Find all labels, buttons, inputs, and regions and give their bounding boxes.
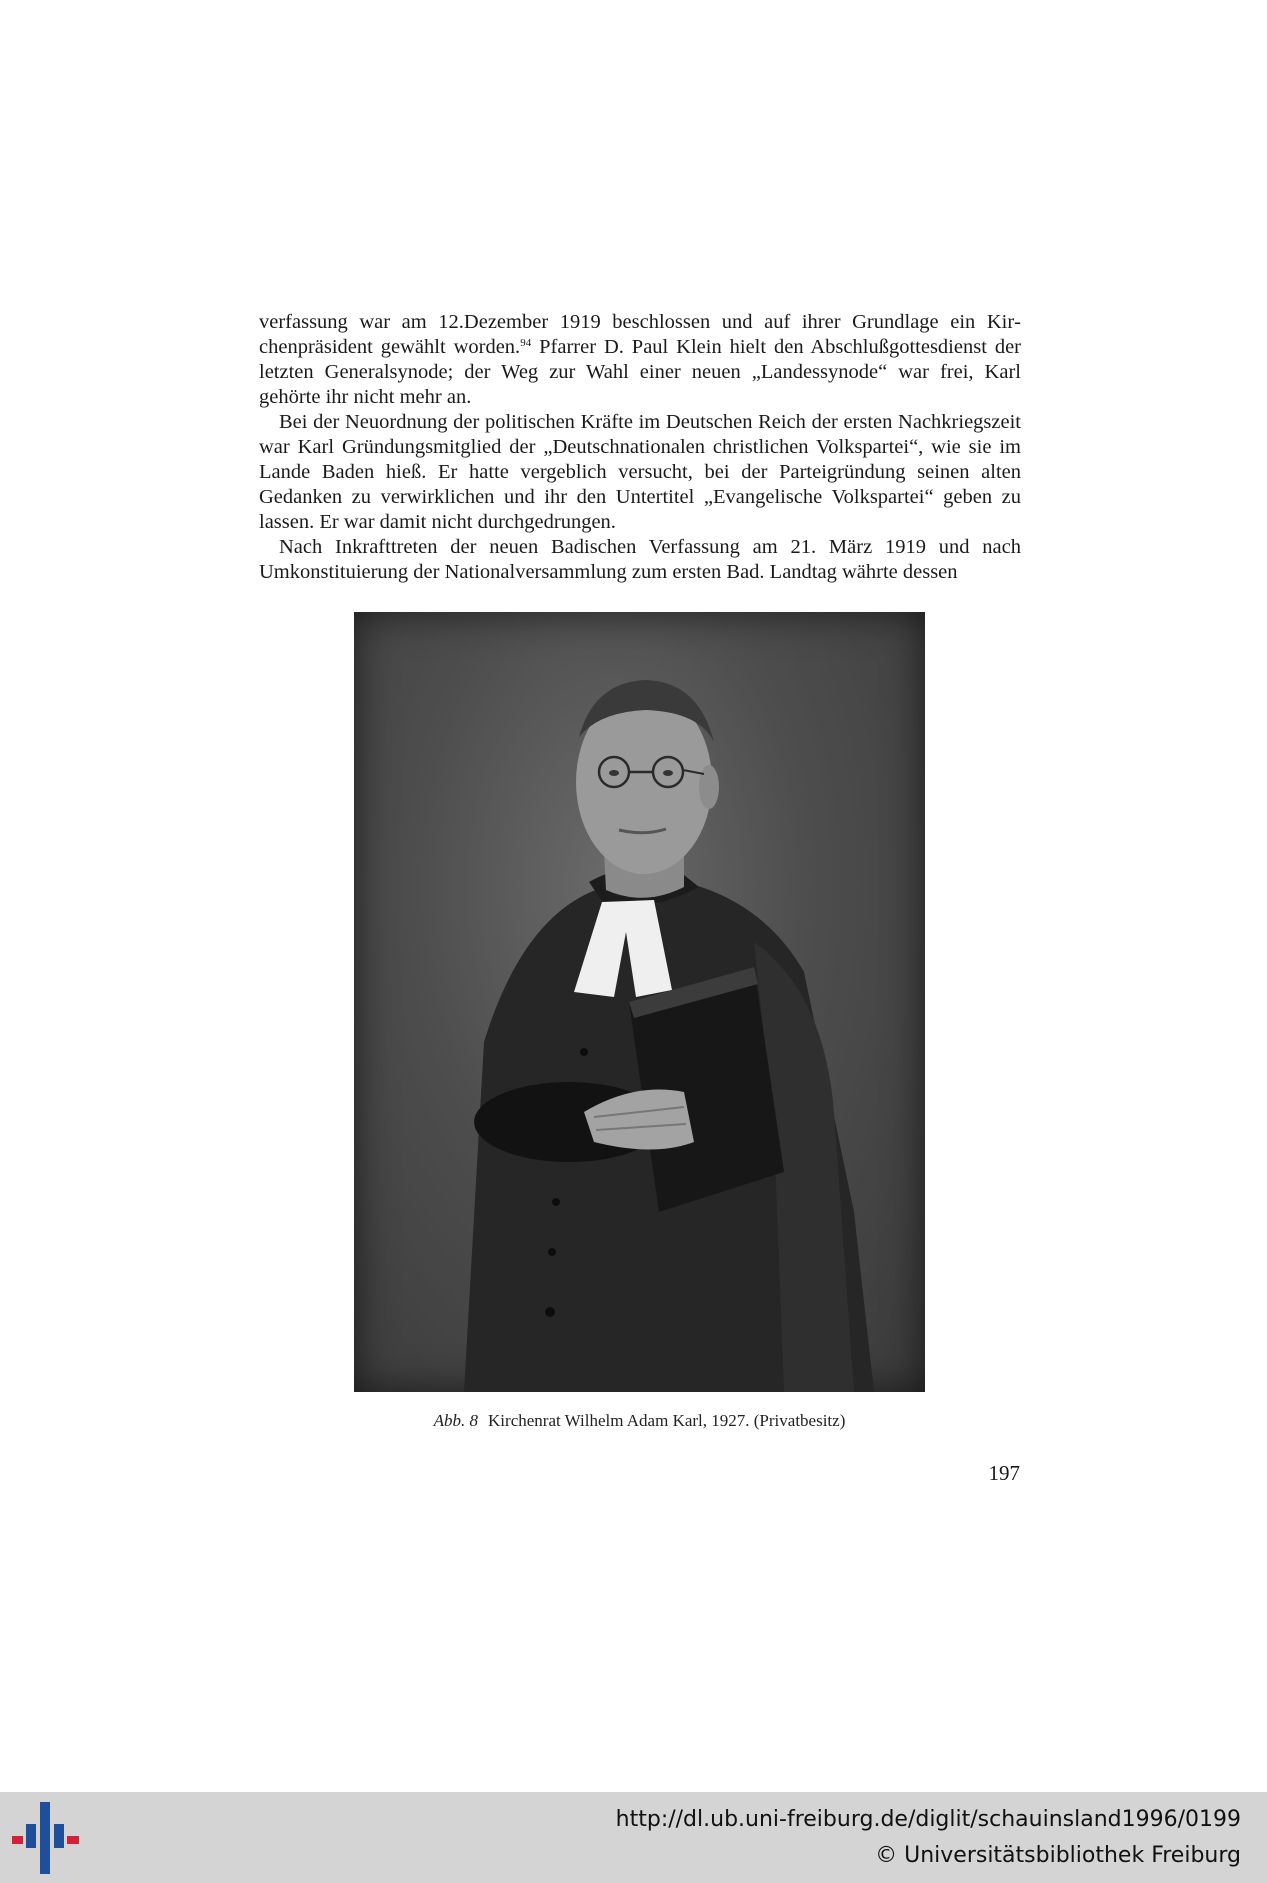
ub-freiburg-logo-icon [12, 1802, 82, 1874]
figure-caption [354, 1410, 925, 1432]
footer-bar [0, 1792, 1267, 1883]
footnote-marker[interactable]: 94 [520, 337, 532, 349]
footer-copyright: © Universitätsbibliothek Freiburg [875, 1843, 1241, 1868]
body-text [259, 310, 1021, 585]
figure-caption-text: Kirchenrat Wilhelm Adam Karl, 1927. (Privatbesitz) [488, 1411, 846, 1430]
paragraph-1-part-1: verfassung war am 12.Dezember 1919 beschlossen und auf ihrer Grundlage ein Kirchenpräsident gewählt worden. [259, 311, 1021, 358]
portrait-photo [354, 612, 925, 1392]
figure-label: Abb. 8 [433, 1411, 479, 1430]
footer-url-link[interactable]: http://dl.ub.uni-freiburg.de/diglit/schauinsland1996/0199 [615, 1807, 1241, 1832]
paragraph-1-part-2: Pfarrer D. Paul Klein hielt den Abschlußgottesdienst der letzten Generalsynode; der Weg zur Wahl einer neuen „Landessynode“ war frei, Karl gehörte ihr nicht mehr an. [259, 336, 1021, 408]
paragraph-2: Bei der Neuordnung der politischen Kräfte im Deutschen Reich der ersten Nachkriegszeit war Karl Gründungsmitglied der „Deutschnationalen christlichen Volkspartei“, wie sie im Lande Baden hieß. Er hatte vergeblich versucht, bei der Parteigründung seinen alten Gedanken zu verwirklichen und ihr den Untertitel „Evangelische Volkspartei“ geben zu lassen. Er war damit nicht durchgedrungen. [259, 411, 1021, 533]
paragraph-3: Nach Inkrafttreten der neuen Badischen Verfassung am 21. März 1919 und nach Umkonstituierung der Nationalversammlung zum ersten Bad. Landtag währte dessen [259, 536, 1021, 583]
paragraph-1 [259, 310, 1021, 410]
page-number: 197 [988, 1461, 1020, 1485]
portrait-illustration [354, 612, 925, 1392]
